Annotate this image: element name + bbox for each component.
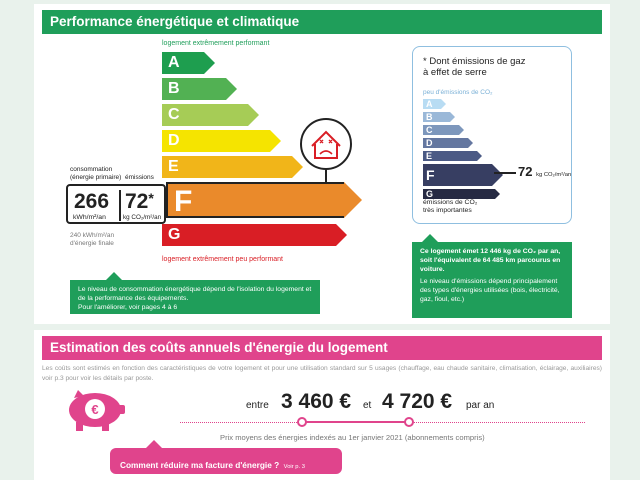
energy-class-a: A <box>162 52 204 74</box>
consumption-value: 266 <box>74 190 110 213</box>
cost-cta-button[interactable] <box>110 448 342 474</box>
info-box-arrow <box>106 272 122 280</box>
cost-footnote: Prix moyens des énergies indexés au 1er janvier 2021 (abonnements compris) <box>220 433 485 442</box>
performance-title: Performance énergétique et climatique <box>42 10 602 34</box>
ges-class-g: G <box>423 189 495 199</box>
cost-cta-arrow <box>146 440 162 448</box>
scale-bottom-label: logement extrêmement peu performant <box>162 256 284 263</box>
divider <box>119 190 121 221</box>
ges-class-b: B <box>423 112 450 122</box>
energy-class-g: G <box>162 224 336 246</box>
ges-number: 72 <box>518 164 533 179</box>
emissions-value <box>125 190 154 214</box>
ges-info-text: Le niveau d'émissions dépend principalement des types d'énergies utilisées (bois, électricité, gaz, fioul, etc.) <box>420 277 560 303</box>
final-energy-label: 240 kWh/m²/an d'énergie finale <box>70 232 115 247</box>
ges-info-bold: Ce logement émet 12 446 kg de CO₂ par an, soit l'équivalent de 64 485 km parcourus en voiture. <box>420 248 561 274</box>
values-box <box>66 184 166 224</box>
cost-min: 3 460 € <box>281 390 352 413</box>
ges-unit: kg CO₂/m²/an <box>536 172 572 178</box>
ges-class-e: E <box>423 151 477 161</box>
ges-bottom-label: émissions de CO₂ très importantes <box>423 199 478 215</box>
performance-panel <box>34 4 610 324</box>
cost-range-line <box>302 421 409 423</box>
energy-class-b: B <box>162 78 226 100</box>
svg-text:€: € <box>91 402 99 417</box>
emissions-star: * <box>148 190 154 206</box>
energy-class-f: F <box>166 182 344 218</box>
ges-class-f: F <box>423 164 492 186</box>
ges-class-c: C <box>423 125 459 135</box>
consumption-label: consommation (énergie primaire) <box>70 166 122 181</box>
ges-value <box>518 164 571 179</box>
consumption-unit: kWh/m²/an <box>73 214 106 221</box>
cost-and: et <box>363 400 372 411</box>
cost-range-min-marker <box>297 417 307 427</box>
cost-description: Les coûts sont estimés en fonction des caractéristiques de votre logement et pour une utilisation standard sur 5 usages (chauffage, eau chaude sanitaire, climatisation, éclairage, auxiliaires) voir p.3 pour voir les détails par poste. <box>42 365 602 382</box>
cost-panel <box>34 330 610 480</box>
energy-class-e: E <box>162 156 292 178</box>
scale-top-label: logement extrêmement performant <box>162 40 270 47</box>
ges-pointer-line <box>494 172 516 174</box>
energy-class-d: D <box>162 130 270 152</box>
emissions-number: 72 <box>125 190 149 213</box>
ges-title: * Dont émissions de gaz à effet de serre <box>423 56 526 78</box>
ges-top-label: peu d'émissions de CO₂ <box>423 89 493 96</box>
cost-cta-ref: Voir p. 3 <box>283 464 305 470</box>
cost-between: entre <box>246 400 269 411</box>
cost-range-max-marker <box>404 417 414 427</box>
ges-class-d: D <box>423 138 468 148</box>
ges-info-box <box>412 242 572 318</box>
cost-per-year: par an <box>466 400 495 411</box>
energy-info-box: Le niveau de consommation énergétique dépend de l'isolation du logement et de la performance des équipements. Pour l'améliorer, voir pages 4 à 6 <box>70 280 320 314</box>
emissions-label: émissions <box>125 174 154 181</box>
ges-class-a: A <box>423 99 441 109</box>
energy-class-c: C <box>162 104 248 126</box>
emissions-unit: kg CO₂/m²/an <box>123 214 162 221</box>
ges-box <box>412 46 572 224</box>
cost-cta-text: Comment réduire ma facture d'énergie ? <box>120 460 280 470</box>
cost-max: 4 720 € <box>382 390 453 413</box>
piggy-bank-icon <box>62 388 128 432</box>
ges-info-arrow <box>422 234 438 242</box>
cost-title: Estimation des coûts annuels d'énergie du logement <box>42 336 602 360</box>
